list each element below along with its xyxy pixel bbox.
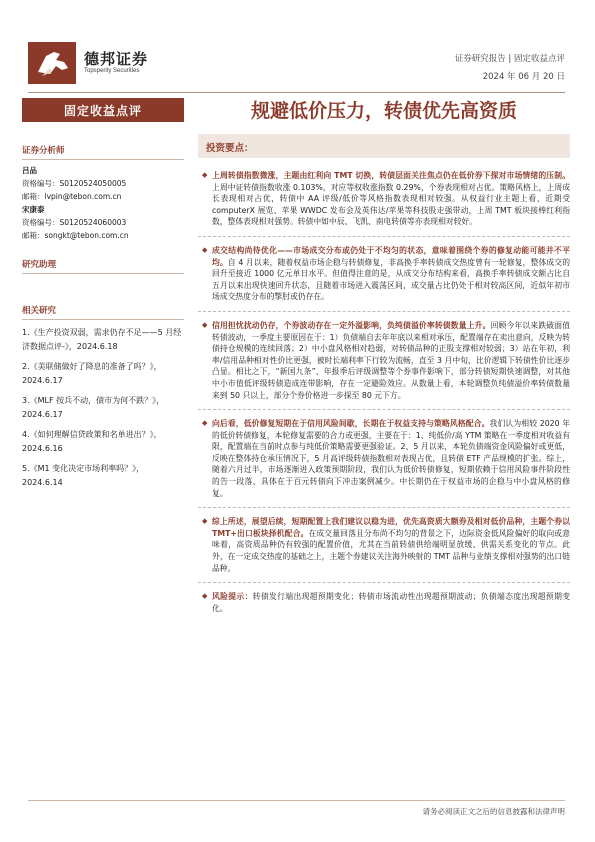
summary-item [198,516,570,574]
item-divider [198,311,570,312]
bullet-icon: ◆ [202,419,208,428]
category-bar: 固定收益点评 [22,98,184,122]
item-body: 自 4 月以来，随着权益市场企稳与转债修复，非高换手率转债成交热度曾有一轮修复，整体成交的回升至接近 1000 亿元单日水平。但值得注意的是，从成交分布结构来看，高换手率转债成交额占比自五月以来出现快速回升状态，且随着市场进入震荡区间，成交量占比仍处于相对较高区间，近似年初市场成交热度分布的掣肘或仍存在。 [212,257,571,302]
report-type: 证券研究报告 | 固定收益点评 [454,54,565,64]
summary-heading: 投资要点： [198,134,570,158]
item-body: 上周中证转债指数收涨 0.103%，对应等权收涨指数 0.29%，个券表现相对占优。策略风格上，上周成长表现相对占优，转债中 AA 评级/低价等风格指数表现相对较强。从权益行业主题上看，近期受 computerX 展览、苹果 WWDC 发布会及英伟达/苹果等科技股走强带动，上周 TMT 板块接棒红利指数，整体表现相对强势。转债中如中辰、飞凯、南电转债等亦表现相对较好。 [212,182,570,227]
company-logo [28,42,76,84]
item-divider [198,507,570,508]
sidebar [22,98,184,490]
footer-disclaimer: 请务必阅读正文之后的信息披露和法律声明 [422,807,565,816]
summary-item [198,245,570,303]
bullet-icon: ◆ [202,592,208,601]
related-item[interactable]: 2.《美联储做好了降息的准备了吗？》，2024.6.17 [22,362,162,385]
summary-item [198,170,570,228]
analyst-heading: 证券分析师 [22,144,184,160]
analyst-email[interactable]: 邮箱：lvpin@tebon.com.cn [22,192,122,201]
footer-divider [28,800,565,801]
brand-name: 德邦证券 [84,50,149,68]
bullet-icon: ◆ [202,517,208,526]
analyst-cert: 资格编号：S0120524060003 [22,218,127,227]
analyst-block [22,164,184,242]
assistant-heading: 研究助理 [22,258,184,274]
item-lead: 上周转债指数微涨，主题由红利向 TMT 切换，转债层面关注焦点仍在低价券下探对市场情绪的压制。 [212,171,570,180]
item-divider [198,236,570,237]
item-lead: 信用担忧扰动仍存，个券波动存在一定外溢影响，负纯债溢价率转债数量上升。 [212,320,491,330]
header-divider [28,92,565,93]
summary-item [198,320,570,401]
item-body: 转债发行端出现超预期变化；转债市场流动性出现超预期波动；负债端态度出现超预期变化。 [212,592,571,613]
item-lead: 成交结构尚待优化——市场成交分布或仍处于不均匀的状态，意味着围绕个券的修复动能可能并不平均。 [212,245,570,267]
item-body: 在成交量回落且分布尚不均匀的背景之下，边际资金低风险偏好的取向或意味着，高资质品种仍有较强的配置价值，尤其在当前转债供给端明显放缓、供需关系变化的节点。此外，在一定成交热度的基础之上，主题个券建议关注海外映射的 TMT 品种与业绩支撑相对强势的出口链品种。 [212,528,570,573]
related-item[interactable]: 1.《生产投资双弱，需求仍存不足——5 月经济数据点评-》，2024.6.18 [22,328,182,351]
analyst-email[interactable]: 邮箱：songkt@tebon.com.cn [22,231,129,240]
analyst-name: 吕品 [22,166,37,175]
related-item[interactable]: 3.《MLF 按兵不动，债市为何不跌？》，2024.6.17 [22,396,165,419]
item-divider [198,582,570,583]
main-content [198,134,570,814]
related-heading: 相关研究 [22,304,184,320]
analyst-cert: 资格编号：S0120524050005 [22,179,127,188]
summary-item [198,418,570,499]
report-date: 2024 年 06 月 20 日 [482,72,565,82]
item-divider [198,409,570,410]
related-list [22,326,184,490]
page-title: 规避低价压力，转债优先高资质 [250,100,517,122]
summary-item [198,591,570,614]
item-lead: 向后看，低价修复短期在于信用风险间歇，长期在于权益支持与策略风格配合。 [212,419,490,429]
brand-name-en: Topsperity Securities [84,68,140,74]
bullet-icon: ◆ [202,320,208,329]
analyst-name: 宋康泰 [22,205,45,214]
item-lead: 综上所述，展望后续，短期配置上我们建议以稳为进，优先高资质大额券及相对低价品种，主题个券以 TMT+出口板块择机配合。 [212,517,570,538]
item-body: 回顾今年以来跌破面值转债波动，一季度主要原因在于：1）负债端自去年年底以来相对承压，配置端存在卖出意向，反映为转债持仓规模的连续回落；2）中小盘风格相对趋弱，对转债品种的正股支撑相对较弱；3）站在年初，利率/信用品种相对性价比更强，被时长端利率下行较为流畅，直至 3 月中旬，比价逻辑下转债性价比逐步凸显。相比之下，“新国九条”、年报季后评级调整等个券事件影响下，部分转债短期快速调整，对其他中小市值低评级转债造成连带影响，存在一定避险效应。从数量上看，本轮调整负纯债溢价率转债数量来到 50 只以上，部分个券价格进一步探至 80 元下方。 [212,320,571,400]
item-body: 我们认为相较 2020 年的低价转债修复，本轮修复需要的合力或更强，主要在于：1、纯低价/高 YTM 策略在一季度相对收益有限，配置端在当前时点参与纯低价策略需要更强验证。2、5 月以来，本轮负债端资金风险偏好或更低，反映在整体持仓承压情况下，5 月高评级转债指数相对表现占优，且转债 ETF 产品规模的扩张。综上，随着六月过半，市场逐渐进入政策预期阶段，我们认为低价转债修复，短期依赖于信用风险事件阶段性的告一段落，具体在于百元转债向下冲击案例减少。中长期仍在于权益市场的企稳与中小盘风格的修复。 [212,419,570,498]
logo-mark-icon [28,42,76,84]
bullet-icon: ◆ [202,245,208,254]
item-lead: 风险提示： [212,592,253,602]
bullet-icon: ◆ [202,171,208,179]
related-item[interactable]: 4.《如何理解信贷政策和名单进出？》，2024.6.16 [22,430,162,453]
related-item[interactable]: 5.《M1 变化决定市场利率吗？》，2024.6.14 [22,464,145,487]
